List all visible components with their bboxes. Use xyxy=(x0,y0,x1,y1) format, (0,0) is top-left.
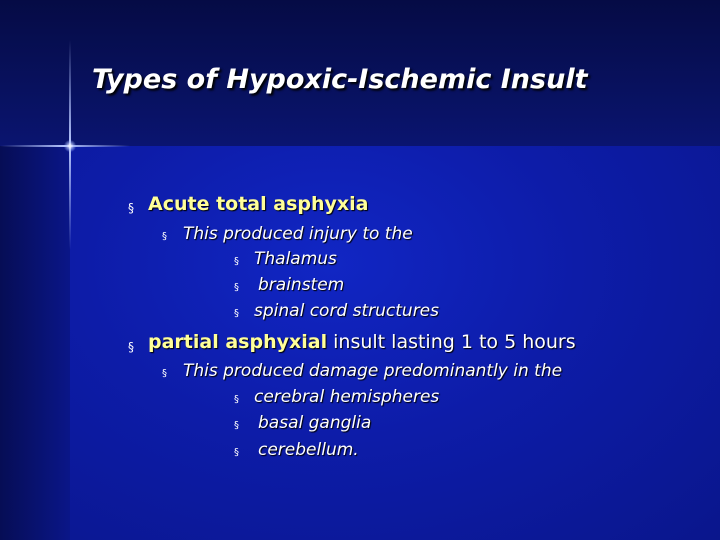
sub-sub-item: Thalamus xyxy=(254,249,337,269)
bullet-icon: § xyxy=(234,420,239,431)
sub-bullet-text: This produced injury to the xyxy=(183,224,413,244)
bullet-icon: § xyxy=(128,340,134,354)
sub-sub-item: cerebral hemispheres xyxy=(254,387,440,407)
bullet-icon: § xyxy=(234,394,239,405)
sub-bullet-text: This produced damage predominantly in the xyxy=(183,361,563,381)
bullet-icon: § xyxy=(234,308,239,319)
sub-sub-item: cerebellum. xyxy=(258,440,359,460)
bullet-icon: § xyxy=(128,201,134,215)
bullet-icon: § xyxy=(162,231,167,242)
bullet-icon: § xyxy=(234,447,239,458)
sparkle-icon xyxy=(64,140,76,152)
sub-sub-item: spinal cord structures xyxy=(254,301,439,321)
background-left-band xyxy=(0,146,70,540)
bullet-icon: § xyxy=(234,256,239,267)
bullet-item-acute xyxy=(148,193,368,215)
bullet-item-rest: insult lasting 1 to 5 hours xyxy=(327,331,576,353)
bullet-item-partial xyxy=(148,331,576,353)
bullet-item-highlight: partial asphyxial xyxy=(148,331,328,353)
bullet-icon: § xyxy=(162,368,167,379)
sub-sub-item: basal ganglia xyxy=(258,413,372,433)
slide-title: Types of Hypoxic-Ischemic Insult xyxy=(92,64,588,95)
bullet-icon: § xyxy=(234,282,239,293)
sub-sub-item: brainstem xyxy=(258,275,345,295)
bullet-item-text: Acute total asphyxia xyxy=(148,193,369,215)
